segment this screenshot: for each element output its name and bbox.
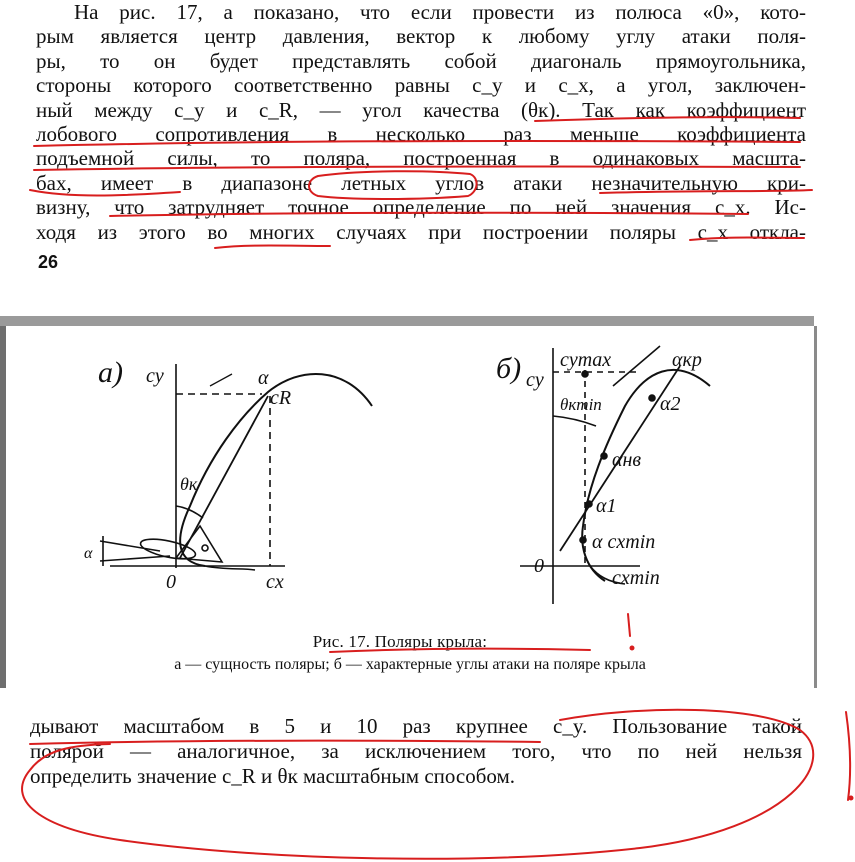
text-line: стороны которого соответственно равны c_y и c_x, а угол, заключен-: [36, 73, 806, 98]
polar-figure: [0, 326, 812, 626]
b-label-akr: αкр: [672, 349, 702, 371]
a-center: [202, 545, 208, 551]
a-label-alpha: α: [258, 367, 269, 389]
b-label-anv: αнв: [612, 449, 642, 471]
figure-caption-subtitle: а — сущность поляры; б — характерные углы атаки на поляре крыла: [174, 656, 646, 673]
b-point-acxmin: [580, 537, 586, 543]
a-label-cy: cy: [146, 365, 164, 387]
text-line: бах, имеет в диапазоне летных углов атаки незначительную кри-: [36, 170, 806, 195]
a-label-origin: 0: [166, 571, 176, 593]
b-point-anv: [601, 453, 607, 459]
b-label-cy: cy: [526, 369, 544, 391]
text-line: визну, что затрудняет точное определение по ней значения c_x. Ис-: [36, 195, 806, 220]
b-label-origin: 0: [534, 555, 544, 577]
text-line: лобового сопротивления в несколько раз меньше коэффициента: [36, 122, 806, 147]
a-arrow-top: [210, 374, 232, 386]
red-side-mark: [846, 712, 850, 800]
b-point-a1: [586, 501, 592, 507]
b-point-a2: [649, 395, 655, 401]
b-label-cxmin: cxmin: [612, 567, 660, 589]
b-panel-label: б): [496, 352, 522, 385]
b-label-a1: α1: [596, 495, 617, 517]
scan-divider: [0, 316, 814, 326]
a-label-cx: cx: [266, 571, 284, 593]
red-underline: [215, 246, 330, 249]
b-label-thetakmin: θкmin: [560, 395, 602, 414]
a-alpha-line2: [100, 556, 170, 561]
b-arrow: [613, 346, 660, 386]
a-alpha-line: [100, 541, 160, 551]
a-force-triangle: [176, 526, 222, 562]
text-line: ный между c_y и c_R, — угол качества (θк). Так как коэффициент: [36, 97, 806, 122]
figure-caption-title: Рис. 17. Поляры крыла:: [312, 632, 488, 651]
text-line: дывают масштабом в 5 и 10 раз крупнее c_y. Пользование такой: [30, 714, 802, 738]
b-label-cymax: cymax: [560, 349, 612, 371]
b-label-a2: α2: [660, 393, 681, 415]
red-mark-dot: [849, 796, 854, 801]
text-line: ходя из этого во многих случаях при построении поляры c_x откла-: [36, 219, 806, 244]
page-number: 26: [38, 252, 59, 272]
top-paragraph: [36, 0, 806, 244]
b-label-acxmin: α cxmin: [592, 531, 656, 553]
text-line: рым является центр давления, вектор к любому углу атаки поля-: [36, 24, 806, 49]
a-panel-label: а): [98, 356, 123, 389]
a-label-cr: cR: [270, 387, 292, 409]
b-theta-arc: [553, 416, 596, 426]
text-line: ры, то он будет представлять собой диагональ прямоугольника,: [36, 48, 806, 73]
bottom-paragraph: [30, 714, 802, 789]
text-line: полярой — аналогичное, за исключением того, что по ней нельзя: [30, 739, 802, 763]
a-label-alpha-small: α: [84, 545, 93, 562]
text-line: определить значение c_R и θк масштабным способом.: [30, 764, 516, 788]
b-point-cymax: [582, 371, 588, 377]
a-label-theta: θк: [180, 474, 198, 494]
text-line: подъемной силы, то поляра, построенная в одинаковых масшта-: [36, 146, 806, 171]
text-line: На рис. 17, а показано, что если провести из полюса «0», кото-: [74, 0, 806, 24]
